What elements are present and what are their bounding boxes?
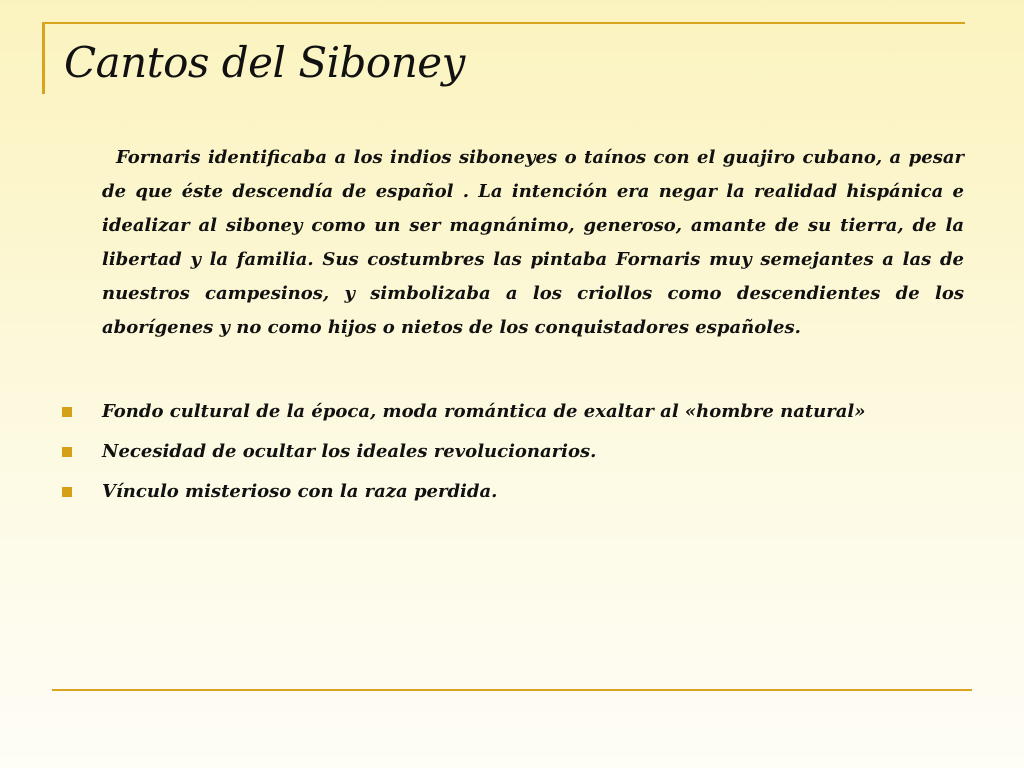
bullet-text: Vínculo misterioso con la raza perdida. [102, 481, 498, 503]
bullet-text: Fondo cultural de la época, moda romántica de exaltar al «hombre natural» [102, 401, 866, 423]
bullet-item [62, 472, 942, 512]
square-bullet-icon [62, 407, 72, 417]
title-accent-rule-left [42, 22, 45, 94]
bullet-item [62, 432, 942, 472]
footer-accent-rule [52, 689, 972, 691]
slide-title: Cantos del Siboney [64, 38, 465, 87]
bullet-item [62, 392, 942, 432]
title-accent-rule-top [42, 22, 965, 24]
bullet-list [62, 392, 942, 512]
bullet-text: Necesidad de ocultar los ideales revolucionarios. [102, 441, 597, 463]
body-paragraph: Fornaris identificaba a los indios siboneyes o taínos con el guajiro cubano, a pesar de que éste descendía de español . La intención era negar la realidad hispánica e idealizar al siboney como un ser magnánimo, generoso, amante de su tierra, de la libertad y la familia. Sus costumbres las pintaba Fornaris muy semejantes a las de nuestros campesinos, y simbolizaba a los criollos como descendientes de los aborígenes y no como hijos o nietos de los conquistadores españoles. [102, 147, 964, 338]
square-bullet-icon [62, 487, 72, 497]
square-bullet-icon [62, 447, 72, 457]
